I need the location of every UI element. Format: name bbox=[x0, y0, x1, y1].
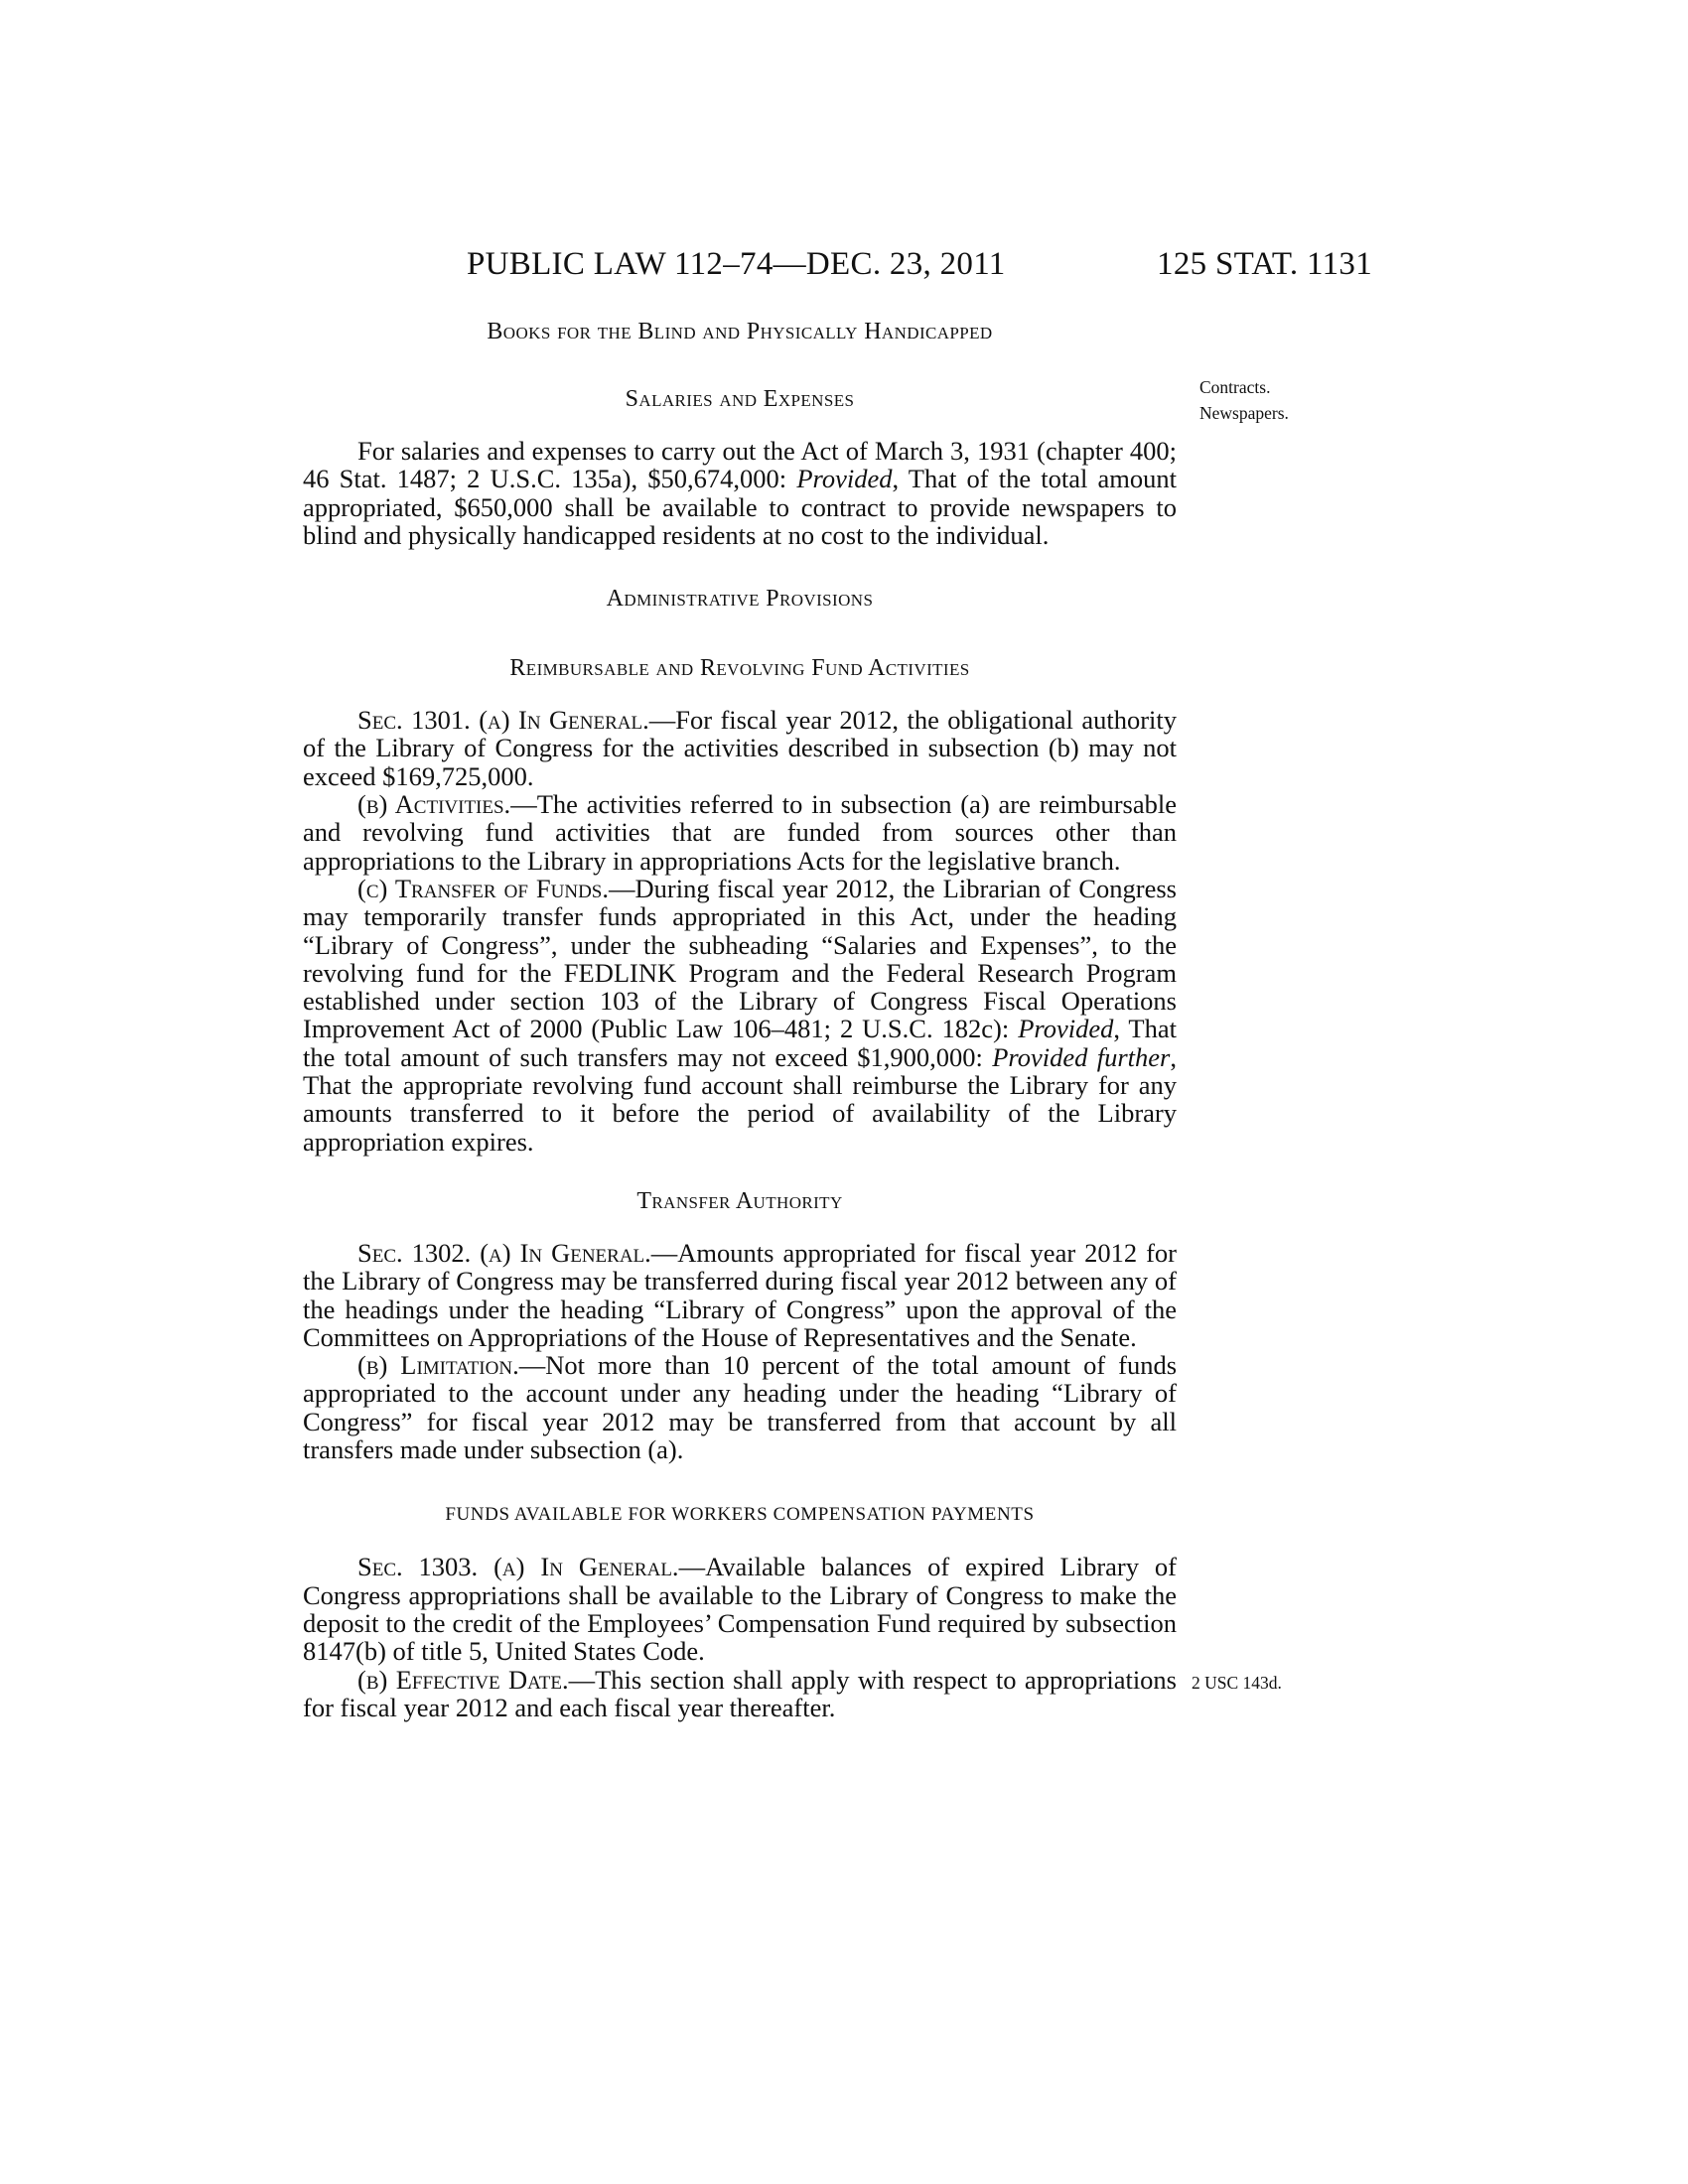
provided-italic: Provided bbox=[1018, 1014, 1114, 1044]
sec-1303-a bbox=[303, 1553, 1177, 1665]
subsection-label: (a) In General. bbox=[493, 1552, 679, 1582]
heading-transfer-authority: Transfer Authority bbox=[636, 1187, 843, 1214]
heading-books-for-the-blind: Books for the Blind and Physically Handicapped bbox=[487, 319, 993, 344]
subsection-text: —The activities referred to in subsection (a) are reimbursable and revolving fund activities that are funded from sources other than appropriations to the Library in appropriations Acts for the legislative branch. bbox=[303, 789, 1177, 876]
subsection-label: (c) Transfer of Funds. bbox=[357, 873, 609, 903]
section-number: Sec. 1302. bbox=[357, 1237, 472, 1268]
sec-1302-b bbox=[303, 1351, 1177, 1463]
margin-note-contracts: Contracts. bbox=[1199, 377, 1271, 397]
salaries-paragraph bbox=[303, 437, 1177, 549]
public-law-citation: PUBLIC LAW 112–74—DEC. 23, 2011 bbox=[467, 246, 1006, 282]
salaries-text-a: For salaries and expenses to carry out the Act of March 3, 1931 (chapter 400; 46 Stat. 1487; 2 U.S.C. 135a), $50,674,000: bbox=[303, 436, 1177, 494]
subsection-label: (a) In General. bbox=[479, 705, 649, 736]
subsection-text: —During fiscal year 2012, the Librarian of Congress may temporarily transfer funds appropriated in this Act, under the heading “Library of Congress”, under the subheading “Salaries and Expenses”, to the revolving fund for the FEDLINK Program and the Federal Research Program established under section 103 of the Library of Congress Fiscal Operations Improvement Act of 2000 (Public Law 106–481; 2 U.S.C. 182c): bbox=[303, 873, 1177, 1044]
sec-1302-a bbox=[303, 1239, 1177, 1351]
main-text-column bbox=[303, 316, 1177, 1721]
sec-1303-b bbox=[303, 1666, 1177, 1722]
subsection-label: (b) Limitation. bbox=[357, 1350, 519, 1381]
subsection-text: —Amounts appropriated for fiscal year 2012 for the Library of Congress may be transferred during fiscal year 2012 between any of the headings under the heading “Library of Congress” upon the approval of the Committees on Appropriations of the House of Representatives and the Senate. bbox=[303, 1237, 1177, 1352]
section-number: Sec. 1301. bbox=[357, 705, 471, 736]
subsection-text: , That the total amount of such transfers may not exceed $1,900,000: bbox=[303, 1014, 1177, 1072]
statute-page-number: 125 STAT. 1131 bbox=[1157, 246, 1372, 282]
subsection-text: —Available balances of expired Library of Congress appropriations shall be available to the Library of Congress to make the deposit to the credit of the Employees’ Compensation Fund required by subsection 8147(b) of title 5, United States Code. bbox=[303, 1552, 1177, 1667]
subsection-text: —Not more than 10 percent of the total amount of funds appropriated to the account under any heading under the heading “Library of Congress” for fiscal year 2012 may be transferred from that account by all transfers made under subsection (a). bbox=[303, 1350, 1178, 1465]
provided-further-italic: Provided further bbox=[992, 1041, 1171, 1072]
section-number: Sec. 1303. bbox=[357, 1552, 479, 1582]
salaries-text-b: , That of the total amount appropriated, $650,000 shall be available to contract to provide newspapers to blind and physically handicapped residents at no cost to the individual. bbox=[303, 464, 1177, 550]
page-header bbox=[0, 246, 1688, 286]
sec-1301-a bbox=[303, 706, 1177, 790]
sec-1301-b bbox=[303, 790, 1177, 875]
heading-workers-compensation: FUNDS AVAILABLE FOR WORKERS COMPENSATION PAYMENTS bbox=[445, 1504, 1035, 1526]
subsection-text: —For fiscal year 2012, the obligational authority of the Library of Congress for the activities described in subsection (b) may not exceed $169,725,000. bbox=[303, 705, 1177, 791]
subsection-text: —This section shall apply with respect to appropriations for fiscal year 2012 and each fiscal year thereafter. bbox=[303, 1664, 1177, 1722]
heading-reimbursable-revolving: Reimbursable and Revolving Fund Activities bbox=[509, 655, 970, 682]
subsection-label: (b) Effective Date. bbox=[357, 1664, 569, 1695]
margin-note-newspapers: Newspapers. bbox=[1199, 403, 1289, 423]
provided-italic: Provided bbox=[796, 464, 893, 494]
margin-note-usc-citation: 2 USC 143d. bbox=[1192, 1673, 1282, 1693]
heading-salaries-and-expenses: Salaries and Expenses bbox=[625, 386, 855, 412]
subsection-text: , That the appropriate revolving fund account shall reimburse the Library for any amounts transferred to it before the period of availability of the Library appropriation expires. bbox=[303, 1041, 1177, 1157]
subsection-label: (b) Activities. bbox=[357, 789, 511, 820]
sec-1301-c bbox=[303, 875, 1177, 1156]
subsection-label: (a) In General. bbox=[480, 1237, 651, 1268]
heading-administrative-provisions: Administrative Provisions bbox=[606, 586, 874, 613]
